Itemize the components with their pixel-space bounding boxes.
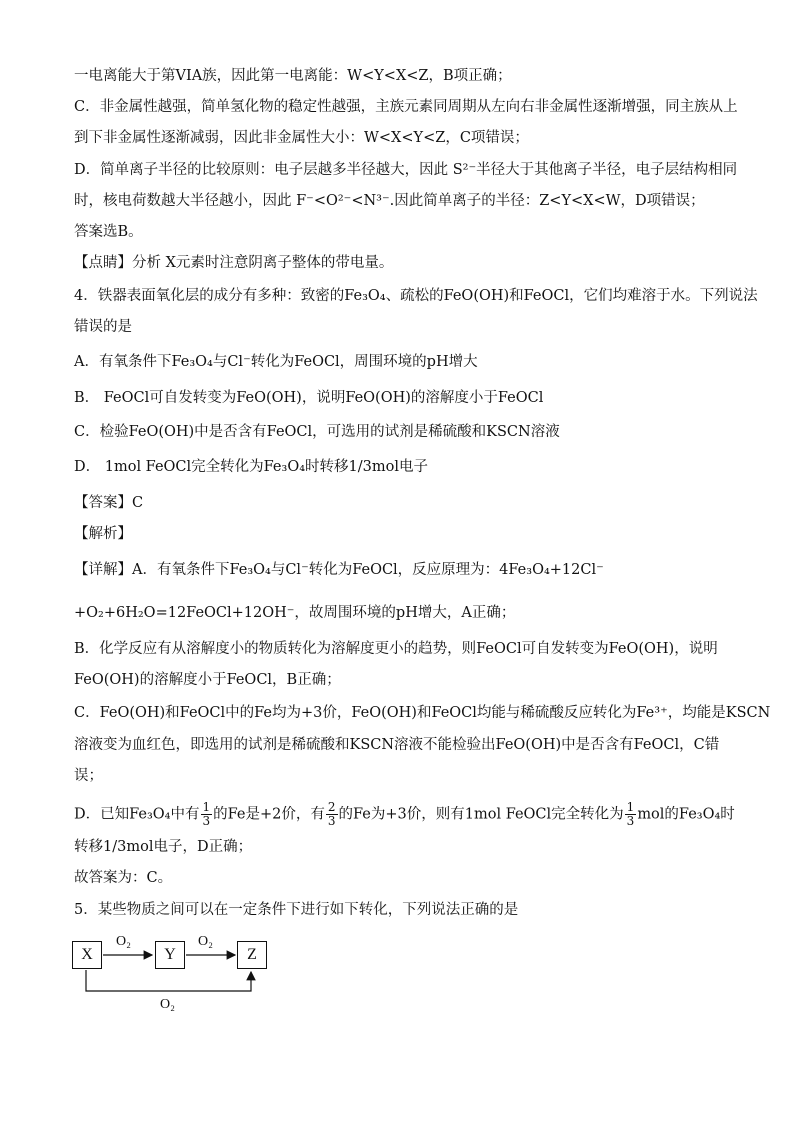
label-o2-yz: O₂ bbox=[198, 934, 213, 949]
label-o2-xy: O₂ bbox=[116, 934, 131, 949]
detail-a-line-2: +O₂+6H₂O=12FeOCl+12OH⁻，故周围环境的pH增大，A正确； bbox=[74, 605, 516, 621]
detail-c-line-2: 溶液变为血红色，即选用的试剂是稀硫酸和KSCN溶液不能检验出FeO(OH)中是否含有FeOCl，C错 bbox=[74, 737, 720, 753]
option-d: D． 1mol FeOCl完全转化为Fe₃O₄时转移1/3mol电子 bbox=[74, 459, 428, 475]
text-line-3: 到下非金属性逐渐减弱，因此非金属性大小：W<X<Y<Z，C项错误； bbox=[74, 130, 529, 146]
analysis-label: 【解析】 bbox=[74, 526, 132, 542]
answer-label: 【答案】C bbox=[74, 495, 144, 511]
question-5-stem: 5．某些物质之间可以在一定条件下进行如下转化，下列说法正确的是 bbox=[74, 902, 519, 918]
text-line-5: 时，核电荷数越大半径越小，因此 F⁻<O²⁻<N³⁻.因此简单离子的半径：Z<Y<X<W，D项错误； bbox=[74, 193, 705, 209]
conversion-diagram bbox=[70, 935, 280, 1020]
arrow-x-to-z bbox=[86, 970, 251, 991]
option-c: C．检验FeO(OH)中是否含有FeOCl，可选用的试剂是稀硫酸和KSCN溶液 bbox=[74, 424, 560, 440]
text-line-2: C．非金属性越强，简单氢化物的稳定性越强，主族元素同周期从左向右非金属性逐渐增强，同主族从上 bbox=[74, 99, 738, 115]
text-line-1: 一电离能大于第VIA族，因此第一电离能：W<Y<X<Z，B项正确； bbox=[74, 68, 512, 84]
node-z: Z bbox=[237, 941, 267, 969]
node-y: Y bbox=[155, 941, 185, 969]
detail-b-line-1: B．化学反应有从溶解度小的物质转化为溶解度更小的趋势，则FeOCl可自发转变为FeO(OH)，说明 bbox=[74, 641, 718, 657]
question-4-stem: 4．铁器表面氧化层的成分有多种：致密的Fe₃O₄、疏松的FeO(OH)和FeOCl，它们均难溶于水。下列说法 bbox=[74, 288, 758, 304]
detail-b-line-2: FeO(OH)的溶解度小于FeOCl，B正确； bbox=[74, 672, 341, 688]
final-answer: 故答案为：C。 bbox=[74, 870, 173, 886]
answer-choice-b: 答案选B。 bbox=[74, 224, 143, 240]
tip-note: 【点睛】分析 X元素时注意阴离子整体的带电量。 bbox=[74, 255, 394, 271]
option-a: A．有氧条件下Fe₃O₄与Cl⁻转化为FeOCl，周围环境的pH增大 bbox=[74, 354, 478, 370]
option-b: B． FeOCl可自发转变为FeO(OH)，说明FeO(OH)的溶解度小于FeOCl bbox=[74, 390, 544, 406]
detail-c-line-1: C．FeO(OH)和FeOCl中的Fe均为+3价，FeO(OH)和FeOCl均能与稀硫酸反应转化为Fe³⁺，均能是KSCN bbox=[74, 705, 771, 721]
node-x: X bbox=[72, 941, 102, 969]
detail-c-line-3: 误； bbox=[74, 768, 103, 784]
text-line-4: D．简单离子半径的比较原则：电子层越多半径越大，因此 S²⁻半径大于其他离子半径，电子层结构相同 bbox=[74, 162, 738, 178]
label-o2-xz: O₂ bbox=[160, 997, 175, 1012]
question-4-stem-cont: 错误的是 bbox=[74, 319, 132, 335]
detail-a-line-1: 【详解】A．有氧条件下Fe₃O₄与Cl⁻转化为FeOCl，反应原理为：4Fe₃O₄+12Cl⁻ bbox=[74, 562, 604, 578]
detail-d-line-1: D．已知Fe₃O₄中有 $\frac{1}{3}$ 的Fe是+2价，有 $\frac{2}{3}$ 的Fe为+3价，则有1mol FeOCl完全转化为 $\frac{1}{3}$ mol的Fe₃O₄时 bbox=[74, 800, 735, 828]
fraction-two-thirds: $\frac{2}{3}$ bbox=[327, 800, 336, 828]
detail-d-line-2: 转移1/3mol电子，D正确； bbox=[74, 839, 253, 855]
fraction-one-third-b: $\frac{1}{3}$ bbox=[626, 800, 635, 828]
fraction-one-third: $\frac{1}{3}$ bbox=[202, 800, 211, 828]
